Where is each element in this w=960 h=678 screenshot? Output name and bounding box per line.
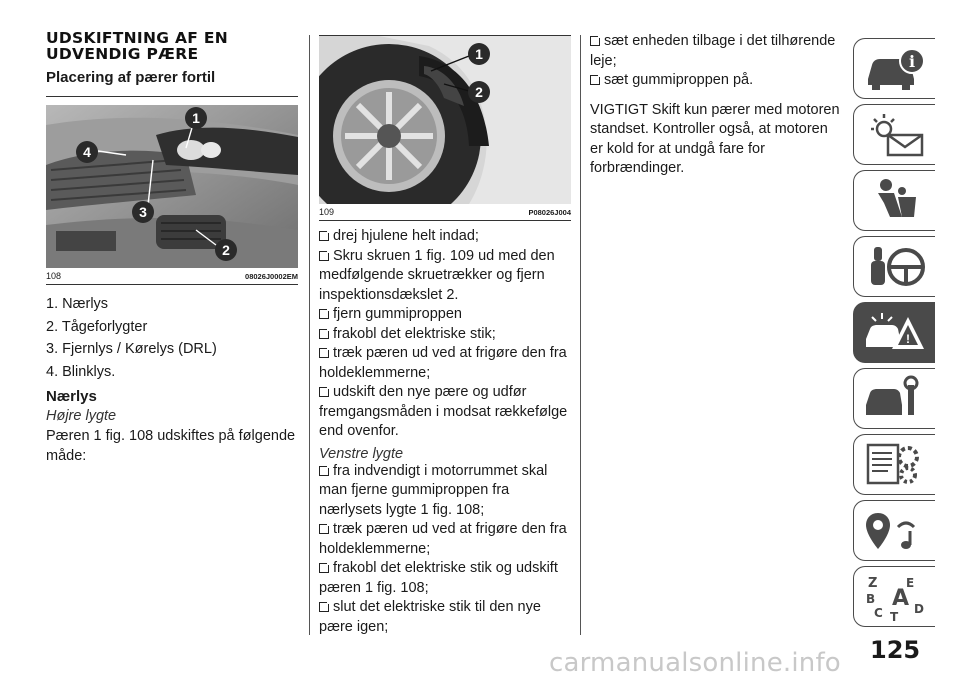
tab-warning-lights[interactable] <box>853 104 935 165</box>
wheel-photo <box>319 36 571 204</box>
step-item: Skru skruen 1 fig. 109 ud med den medfølgende skruetrækker og fjern inspektionsdækslet 2. <box>319 247 555 303</box>
callout-3: 3 <box>132 201 154 223</box>
svg-text:T: T <box>890 610 899 621</box>
legend-item: 3. Fjernlys / Kørelys (DRL) <box>46 341 217 357</box>
specs-gear-icon <box>862 441 928 489</box>
column-2 <box>319 35 571 637</box>
checkbox-bullet-icon <box>319 251 329 261</box>
step-item: sæt enheden tilbage i det tilhørende leje; <box>590 33 836 69</box>
checkbox-bullet-icon <box>319 524 329 534</box>
tab-maintenance[interactable] <box>853 368 935 429</box>
bulb-legend <box>46 295 298 382</box>
section-subtitle: Placering af pærer fortil <box>46 69 216 86</box>
step-item: træk pæren ud ved at frigøre den fra holdeklemmerne; <box>319 345 567 381</box>
naerlys-intro: Pæren 1 fig. 108 udskiftes på følgende måde: <box>46 428 296 464</box>
left-step-list <box>319 462 571 638</box>
callout-1: 1 <box>185 107 207 129</box>
tab-safety[interactable] <box>853 170 935 231</box>
car-maintenance-icon <box>862 375 928 423</box>
warning-lights-icon <box>862 111 928 159</box>
svg-text:C: C <box>874 606 883 620</box>
figure-code: 08026J0002EM <box>245 272 298 281</box>
step-item: slut det elektriske stik til den nye pære igen; <box>319 599 541 635</box>
tab-index[interactable] <box>853 566 935 627</box>
tab-key-steering[interactable] <box>853 236 935 297</box>
checkbox-bullet-icon <box>590 36 600 46</box>
svg-text:!: ! <box>906 332 910 346</box>
tab-specs[interactable] <box>853 434 935 495</box>
callout-2: 2 <box>215 239 237 261</box>
svg-text:i: i <box>908 52 916 71</box>
legend-item: 4. Blinklys. <box>46 363 116 380</box>
svg-text:Z: Z <box>868 576 878 591</box>
figure-caption <box>319 204 571 220</box>
checkbox-bullet-icon <box>319 231 329 241</box>
page-number: 125 <box>870 636 921 664</box>
tab-car-info[interactable] <box>853 38 935 99</box>
figure-108 <box>46 96 298 285</box>
breakdown-icon <box>862 309 928 357</box>
figure-caption <box>46 268 298 284</box>
step-item: sæt gummiproppen på. <box>590 71 842 91</box>
callout-1: 1 <box>468 43 490 65</box>
multimedia-icon <box>862 507 928 555</box>
callout-4: 4 <box>76 141 98 163</box>
step-item: fra indvendigt i motorrummet skal man fjerne gummiproppen fra nærlysets lygte 1 fig. 108; <box>319 462 548 518</box>
checkbox-bullet-icon <box>319 466 329 476</box>
headlight-photo <box>46 105 298 268</box>
checkbox-bullet-icon <box>319 563 329 573</box>
checkbox-bullet-icon <box>319 329 329 339</box>
checkbox-bullet-icon <box>319 602 329 612</box>
tab-breakdown[interactable] <box>853 302 935 363</box>
step-item: frakobl det elektriske stik; <box>319 325 571 345</box>
callout-2: 2 <box>468 81 490 103</box>
step-item: drej hjulene helt indad; <box>319 227 571 247</box>
step-item: udskift den nye pære og udfør fremgangsmåden i modsat rækkefølge end ovenfor. <box>319 384 568 439</box>
legend-item: 1. Nærlys <box>46 296 109 312</box>
section-title: UDSKIFTNING AF EN UDVENDIG PÆRE <box>46 29 229 63</box>
svg-text:D: D <box>914 602 924 616</box>
checkbox-bullet-icon <box>319 348 329 358</box>
figure-code: P08026J004 <box>528 208 571 217</box>
column-divider <box>580 35 581 635</box>
important-note: VIGTIGT Skift kun pærer med motoren standset. Kontroller også, at motoren er kold for at undgå fare for forbrændinger. <box>590 101 840 176</box>
svg-text:B: B <box>866 592 876 606</box>
figure-number: 108 <box>46 271 62 281</box>
svg-text:E: E <box>906 576 915 590</box>
step-item: træk pæren ud ved at frigøre den fra holdeklemmerne; <box>319 521 567 557</box>
step-item: fjern gummiproppen <box>319 305 571 325</box>
left-lamp-subheading: Venstre lygte <box>319 445 404 462</box>
checkbox-bullet-icon <box>319 387 329 397</box>
watermark: carmanualsonline.info <box>549 648 841 678</box>
step-item: frakobl det elektriske stik og udskift pæren 1 fig. 108; <box>319 560 558 596</box>
checkbox-bullet-icon <box>319 309 329 319</box>
index-icon <box>862 573 928 621</box>
column-3 <box>590 32 842 179</box>
column-divider <box>309 35 310 635</box>
legend-item: 2. Tågeforlygter <box>46 318 148 335</box>
svg-text:A: A <box>892 586 910 611</box>
column-1 <box>46 30 298 466</box>
key-steering-icon <box>862 243 928 291</box>
figure-109 <box>319 35 571 221</box>
car-info-icon <box>862 45 928 93</box>
step-list <box>319 227 571 442</box>
checkbox-bullet-icon <box>590 75 600 85</box>
chapter-tabs <box>853 38 935 632</box>
safety-seat-icon <box>862 177 928 225</box>
figure-number: 109 <box>319 207 335 217</box>
tab-multimedia[interactable] <box>853 500 935 561</box>
right-lamp-subheading: Højre lygte <box>46 408 117 424</box>
naerlys-heading: Nærlys <box>46 388 97 405</box>
